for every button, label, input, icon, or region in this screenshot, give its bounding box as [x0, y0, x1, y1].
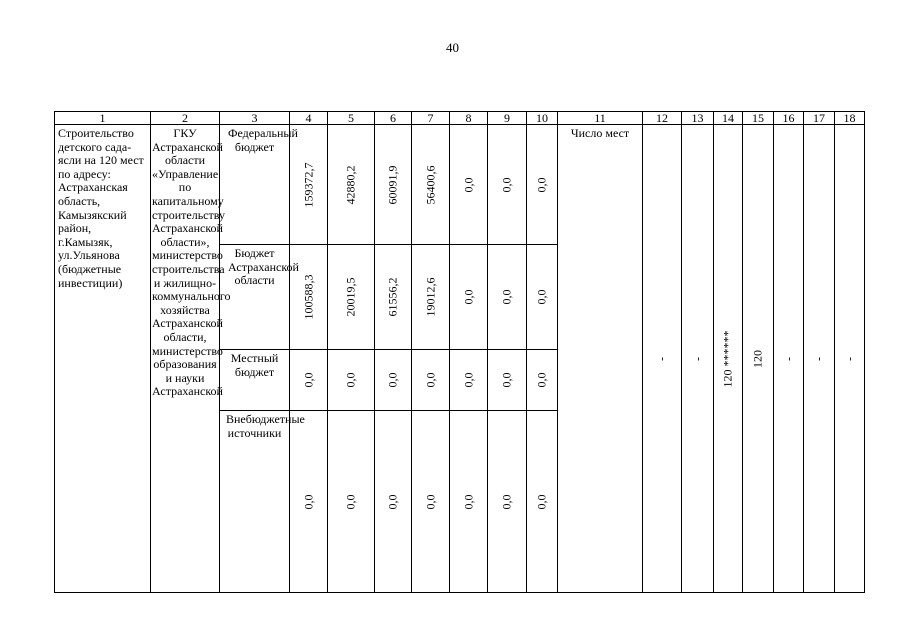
value-cell: [374, 244, 412, 350]
header-col-4: 4: [289, 111, 328, 125]
value-cell: [449, 124, 488, 245]
value-cell: [374, 410, 412, 593]
value-text: 0,0: [534, 289, 549, 305]
col13-cell: [681, 124, 714, 593]
header-col-10: 10: [526, 111, 558, 125]
value-text: 0,0: [301, 494, 315, 509]
value-cell: [374, 124, 412, 245]
value-cell: [526, 124, 558, 245]
value-cell: [487, 349, 527, 411]
value-text: 0,0: [499, 177, 514, 192]
col13-text: -: [690, 356, 704, 361]
value-cell: [526, 349, 558, 411]
col12-text: -: [654, 356, 669, 361]
value-text: 61556,2: [385, 277, 400, 317]
value-text: 60091,9: [385, 165, 400, 204]
header-col-2: 2: [150, 111, 220, 125]
header-col-8: 8: [449, 111, 488, 125]
col18-text: -: [842, 356, 856, 361]
value-text: 0,0: [385, 372, 400, 388]
value-cell: [327, 124, 375, 245]
col14-cell: [713, 124, 743, 593]
col15-cell: [742, 124, 774, 593]
value-text: 0,0: [461, 372, 475, 388]
value-text: 0,0: [499, 289, 514, 305]
header-col-12: 12: [642, 111, 682, 125]
value-text: 0,0: [499, 372, 514, 388]
object-name-cell: Строительство детского сада-ясли на 120 мест по адресу: Астраханская область, Камызякский район, г.Камызяк, ул.Ульянова (бюджетные инвестиции): [54, 124, 151, 593]
col18-cell: [834, 124, 865, 593]
value-text: 0,0: [301, 372, 315, 388]
value-text: 159372,7: [301, 162, 315, 207]
header-col-14: 14: [713, 111, 743, 125]
value-cell: [374, 349, 412, 411]
header-col-5: 5: [327, 111, 375, 125]
value-text: 0,0: [534, 177, 549, 192]
col14-text: 120 ******: [720, 330, 735, 387]
value-cell: [411, 349, 450, 411]
value-text: 0,0: [534, 494, 549, 509]
value-cell: [411, 244, 450, 350]
indicator-cell: Число мест: [557, 124, 643, 593]
source-regional: Бюджет Астраханской области: [219, 244, 290, 350]
value-text: 0,0: [534, 372, 549, 388]
source-local: Местный бюджет: [219, 349, 290, 411]
header-col-9: 9: [487, 111, 527, 125]
header-col-11: 11: [557, 111, 643, 125]
source-federal: Федеральный бюджет: [219, 124, 290, 245]
value-text: 0,0: [343, 494, 358, 509]
value-text: 19012,6: [423, 277, 437, 317]
value-text: 20019,5: [343, 277, 358, 317]
value-cell: [487, 124, 527, 245]
value-cell: [411, 410, 450, 593]
value-cell: [487, 244, 527, 350]
customer-cell: ГКУ Астраханской области «Управление по капитальному строительству Астраханской области», министерство строительства и жилищно-коммунального хозяйства Астраханской области, министерство образования и науки Астраханской: [150, 124, 220, 593]
value-cell: [411, 124, 450, 245]
col16-cell: [773, 124, 804, 593]
header-col-13: 13: [681, 111, 714, 125]
header-col-6: 6: [374, 111, 412, 125]
value-text: 0,0: [461, 494, 475, 509]
value-text: 0,0: [461, 289, 475, 305]
value-text: 56400,6: [423, 165, 437, 204]
value-text: 0,0: [385, 494, 400, 509]
value-text: 0,0: [423, 372, 437, 388]
header-col-7: 7: [411, 111, 450, 125]
value-cell: [449, 410, 488, 593]
value-cell: [289, 410, 328, 593]
col17-cell: [803, 124, 835, 593]
col15-text: 120: [750, 349, 765, 368]
source-extrabudget: Внебюджетные источники: [219, 410, 290, 593]
value-text: 0,0: [343, 372, 358, 388]
budget-table: [54, 111, 865, 593]
value-cell: [526, 410, 558, 593]
value-text: 0,0: [499, 494, 514, 509]
value-cell: [327, 244, 375, 350]
value-cell: [289, 244, 328, 350]
header-col-3: 3: [219, 111, 290, 125]
value-text: 0,0: [461, 177, 475, 192]
value-cell: [487, 410, 527, 593]
col17-text: -: [811, 356, 826, 361]
col16-text: -: [781, 356, 795, 361]
col12-cell: [642, 124, 682, 593]
page-number: 40: [446, 40, 459, 55]
header-col-16: 16: [773, 111, 804, 125]
value-cell: [327, 349, 375, 411]
header-col-1: 1: [54, 111, 151, 125]
header-col-15: 15: [742, 111, 774, 125]
value-cell: [449, 349, 488, 411]
header-col-18: 18: [834, 111, 865, 125]
value-cell: [526, 244, 558, 350]
value-text: 0,0: [423, 494, 437, 509]
header-col-17: 17: [803, 111, 835, 125]
value-cell: [327, 410, 375, 593]
value-cell: [449, 244, 488, 350]
value-cell: [289, 124, 328, 245]
value-text: 42880,2: [343, 165, 358, 204]
value-cell: [289, 349, 328, 411]
value-text: 100588,3: [301, 274, 315, 320]
